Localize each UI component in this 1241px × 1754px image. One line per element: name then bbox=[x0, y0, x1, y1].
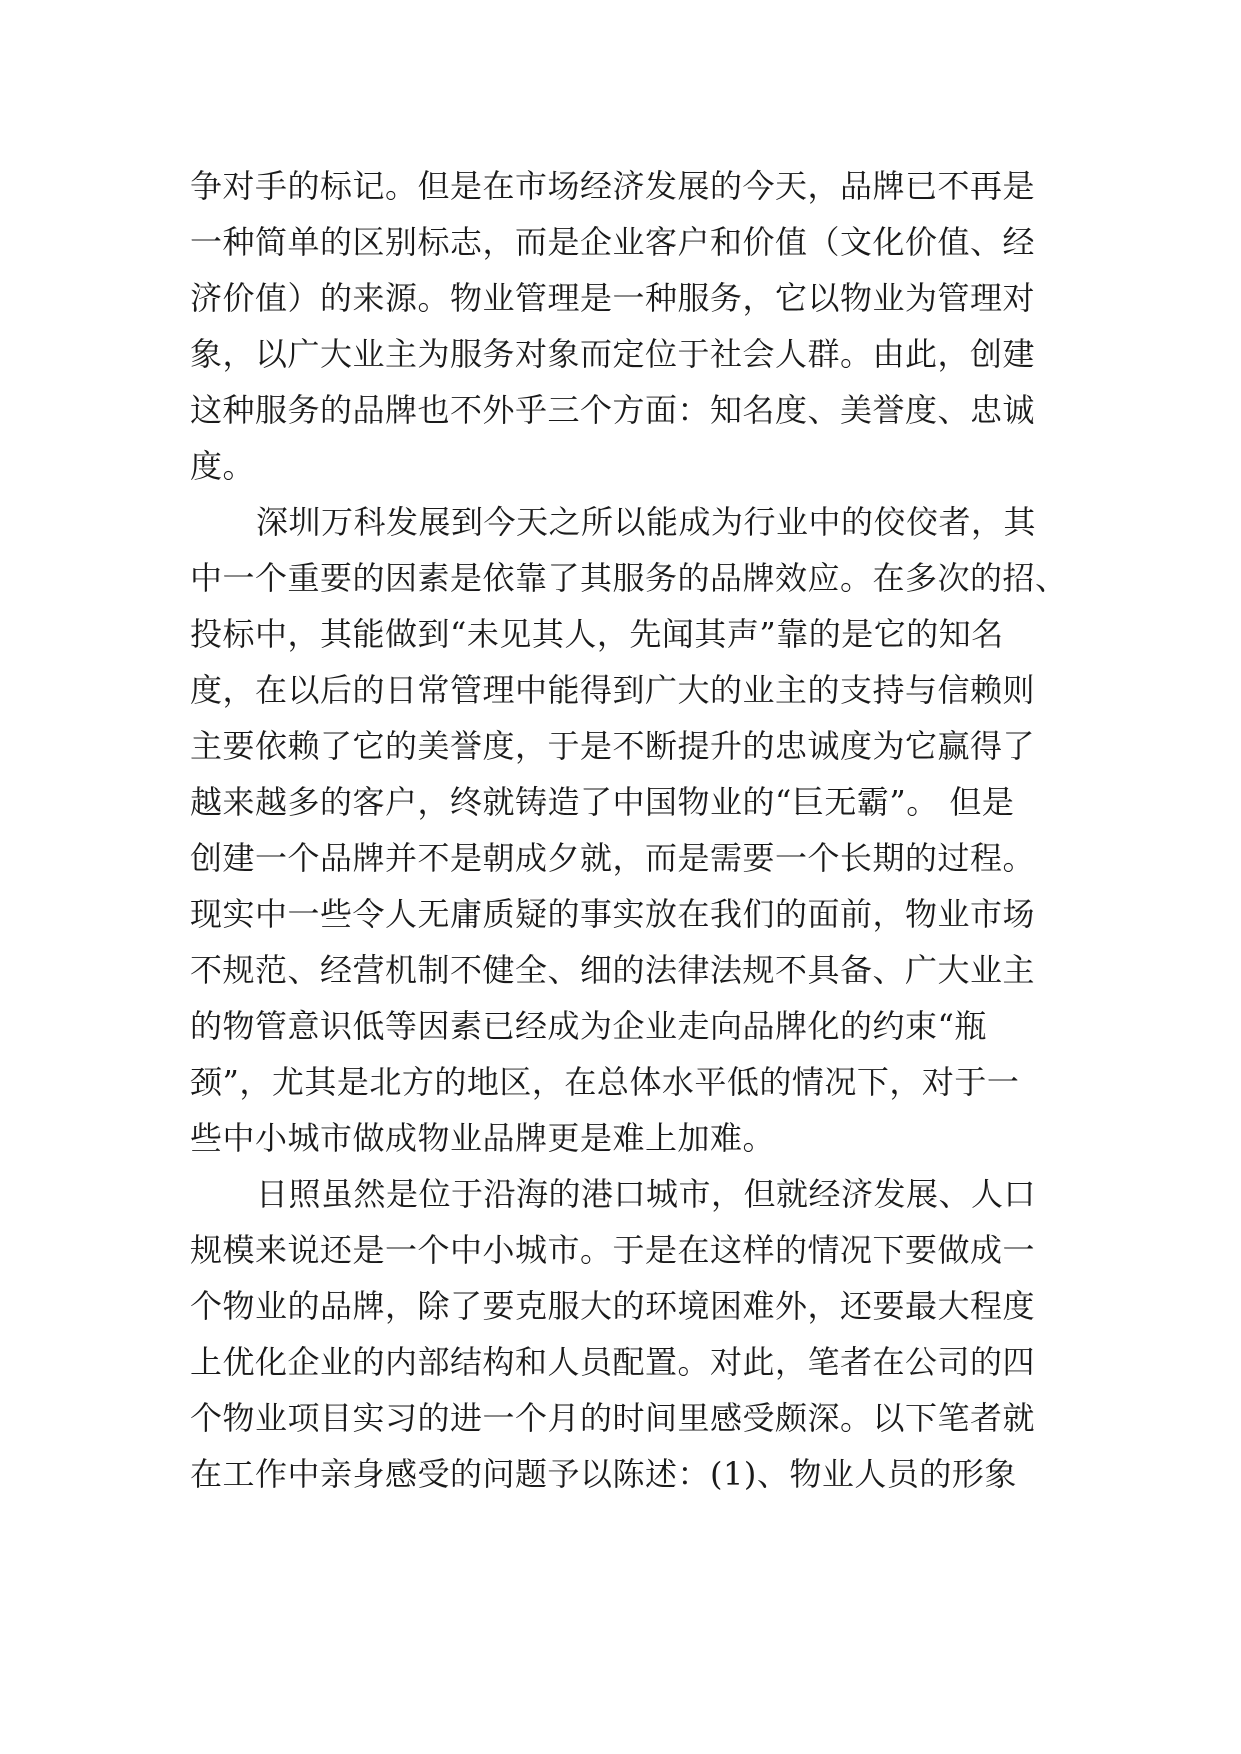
text-line: 这种服务的品牌也不外乎三个方面：知名度、美誉度、忠诚 bbox=[190, 391, 1036, 429]
text-line: 个物业项目实习的进一个月的时间里感受颇深。以下笔者就 bbox=[190, 1399, 1036, 1437]
text-line: 中一个重要的因素是依靠了其服务的品牌效应。在多次的招、 bbox=[190, 559, 1068, 597]
text-line: 现实中一些令人无庸质疑的事实放在我们的面前，物业市场 bbox=[190, 895, 1036, 933]
text-line: 一种简单的区别标志，而是企业客户和价值（文化价值、经 bbox=[190, 223, 1036, 261]
text-line: 颈”，尤其是北方的地区，在总体水平低的情况下，对于一 bbox=[190, 1063, 1020, 1101]
paragraph-3 bbox=[190, 1166, 1060, 1502]
text-line: 度，在以后的日常管理中能得到广大的业主的支持与信赖则 bbox=[190, 671, 1036, 709]
text-line: 创建一个品牌并不是朝成夕就，而是需要一个长期的过程。 bbox=[190, 839, 1036, 877]
text-line: 不规范、经营机制不健全、细的法律法规不具备、广大业主 bbox=[190, 951, 1036, 989]
text-line: 主要依赖了它的美誉度，于是不断提升的忠诚度为它赢得了 bbox=[190, 727, 1036, 765]
text-line: 上优化企业的内部结构和人员配置。对此，笔者在公司的四 bbox=[190, 1343, 1036, 1381]
text-line: 日照虽然是位于沿海的港口城市，但就经济发展、人口 bbox=[256, 1175, 1037, 1213]
text-line: 规模来说还是一个中小城市。于是在这样的情况下要做成一 bbox=[190, 1231, 1036, 1269]
text-line: 的物管意识低等因素已经成为企业走向品牌化的约束“瓶 bbox=[190, 1007, 987, 1045]
text-line: 争对手的标记。但是在市场经济发展的今天，品牌已不再是 bbox=[190, 167, 1036, 205]
text-line: 些中小城市做成物业品牌更是难上加难。 bbox=[190, 1119, 776, 1157]
text-line: 象，以广大业主为服务对象而定位于社会人群。由此，创建 bbox=[190, 335, 1036, 373]
text-line: 在工作中亲身感受的问题予以陈述：(1)、物业人员的形象 bbox=[190, 1455, 1017, 1493]
text-line: 越来越多的客户，终就铸造了中国物业的“巨无霸”。 但是 bbox=[190, 783, 1015, 821]
paragraph-1 bbox=[190, 158, 1060, 494]
paragraph-2 bbox=[190, 494, 1068, 1166]
text-line: 个物业的品牌，除了要克服大的环境困难外，还要最大程度 bbox=[190, 1287, 1036, 1325]
document-body bbox=[190, 158, 1068, 1502]
text-line: 投标中，其能做到“未见其人，先闻其声”靠的是它的知名 bbox=[190, 615, 1004, 653]
text-line: 深圳万科发展到今天之所以能成为行业中的佼佼者，其 bbox=[256, 503, 1037, 541]
text-line: 度。 bbox=[190, 447, 256, 485]
text-line: 济价值）的来源。物业管理是一种服务，它以物业为管理对 bbox=[190, 279, 1036, 317]
